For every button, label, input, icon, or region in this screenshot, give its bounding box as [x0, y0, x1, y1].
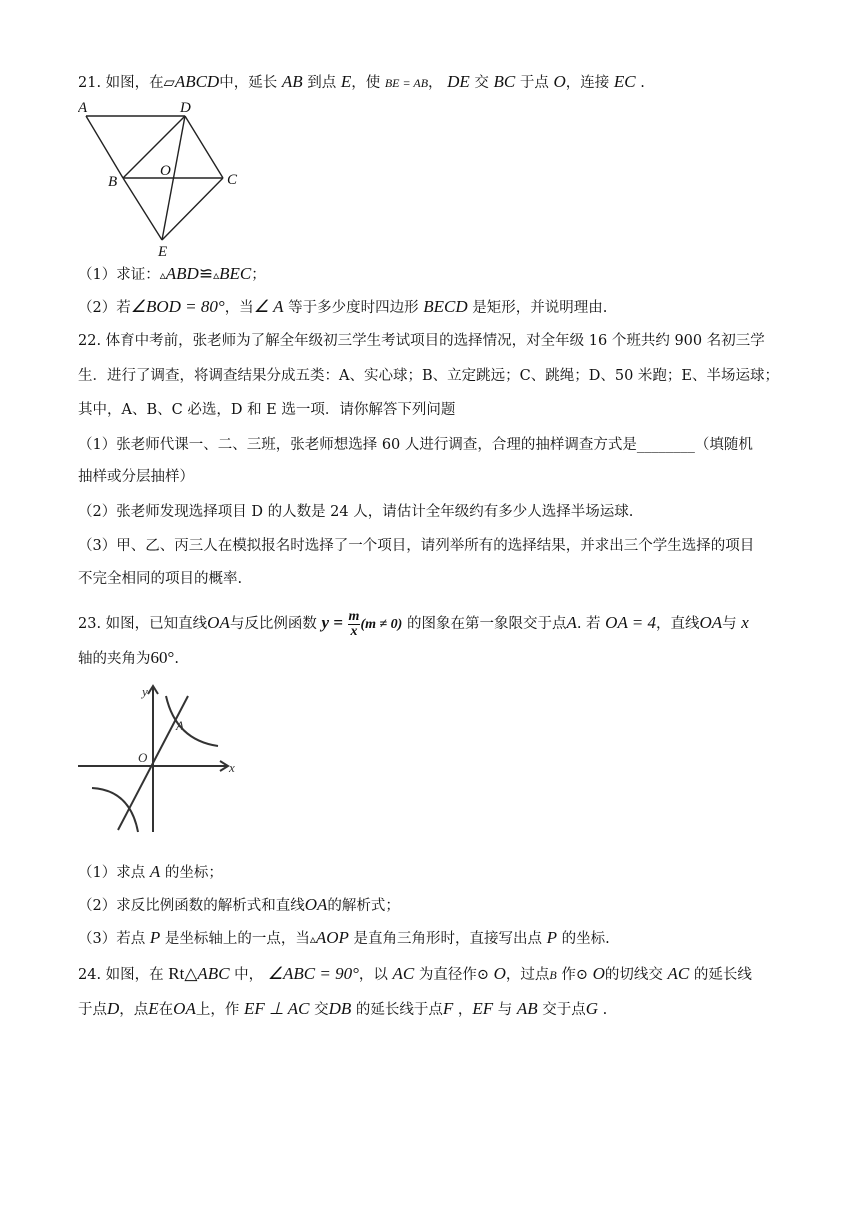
- q22-part2: （2）张老师发现选择项目 D 的人数是 24 人，请估计全年级约有多少人选择半场运球.: [78, 504, 634, 520]
- label-d: D: [180, 100, 191, 116]
- q22-part1-line2: 抽样或分层抽样）: [78, 469, 194, 485]
- label-c: C: [227, 172, 238, 188]
- q23-graph-figure: [78, 682, 238, 834]
- hyperbola-branch-q3: [92, 788, 138, 832]
- q23-intro-line2: 轴的夹角为60°.: [78, 648, 179, 667]
- q22-line1: 22. 体育中考前，张老师为了解全年级初三学生考试项目的选择情况，对全年级 16 个班共约 900 名初三学: [78, 333, 765, 349]
- q23-intro: 23. 如图，已知直线OA与反比例函数 y = $\frac{m}{x}$ (m ≠ 0) 的图象在第一象限交于点A. 若 OA = 4，直线OA与 x: [78, 608, 749, 639]
- label-o: O: [160, 163, 171, 179]
- q22-line2: 生．进行了调查，将调查结果分成五类：A、实心球；B、立定跳远；C、跳绳；D、50 米跑；E、半场运球；: [78, 368, 779, 384]
- label-a: A: [78, 100, 88, 116]
- hyperbola-branch-q1: [166, 696, 218, 746]
- q21-parallelogram-figure: [78, 98, 248, 258]
- q21-part1: （1）求证：▵ABD≌▵BEC；: [78, 264, 266, 283]
- label-e: E: [158, 244, 168, 258]
- q24-line1: 24. 如图，在 Rt△ABC 中， ∠ABC = 90°，以 AC 为直径作⊙ O，过点B 作⊙ O的切线交 AC 的延长线: [78, 964, 752, 983]
- fraction-m-over-x: $\frac{m}{x}$: [348, 608, 360, 639]
- segment-dc: [185, 116, 223, 178]
- q21-intro: 21. 如图，在▱ABCD中，延长 AB 到点 E，使 BE = AB， DE 交 BC 于点 O，连接 EC .: [78, 72, 645, 91]
- q21-part2: （2）若∠BOD = 80°，当∠ A 等于多少度时四边形 BECD 是矩形，并说明理由.: [78, 297, 608, 316]
- segment-be: [123, 178, 162, 240]
- q23-part2: （2）求反比例函数的解析式和直线OA的解析式；: [78, 895, 400, 914]
- q24-line2: 于点D，点E在OA上，作 EF ⊥ AC 交DB 的延长线于点F ，EF 与 AB 交于点G .: [78, 999, 608, 1018]
- label-a: A: [176, 718, 184, 733]
- label-o: O: [138, 750, 148, 765]
- label-y: y: [142, 684, 148, 699]
- q22-line3: 其中，A、B、C 必选，D 和 E 选一项．请你解答下列问题: [78, 402, 456, 418]
- label-b: B: [108, 174, 118, 190]
- segment-ab: [86, 116, 123, 178]
- q23-part3: （3）若点 P 是坐标轴上的一点，当▵AOP 是直角三角形时，直接写出点 P 的坐标.: [78, 928, 610, 947]
- label-x: x: [229, 760, 235, 775]
- q23-part1: （1）求点 A 的坐标；: [78, 862, 223, 881]
- q22-part3-line1: （3）甲、乙、丙三人在模拟报名时选择了一个项目，请列举所有的选择结果，并求出三个学生选择的项目: [78, 538, 755, 554]
- q22-part3-line2: 不完全相同的项目的概率.: [78, 571, 243, 587]
- q21-number: 21.: [78, 75, 102, 91]
- q22-part1-line1: （1）张老师代课一、二、三班，张老师想选择 60 人进行调查，合理的抽样调查方式是________（填随机: [78, 437, 753, 453]
